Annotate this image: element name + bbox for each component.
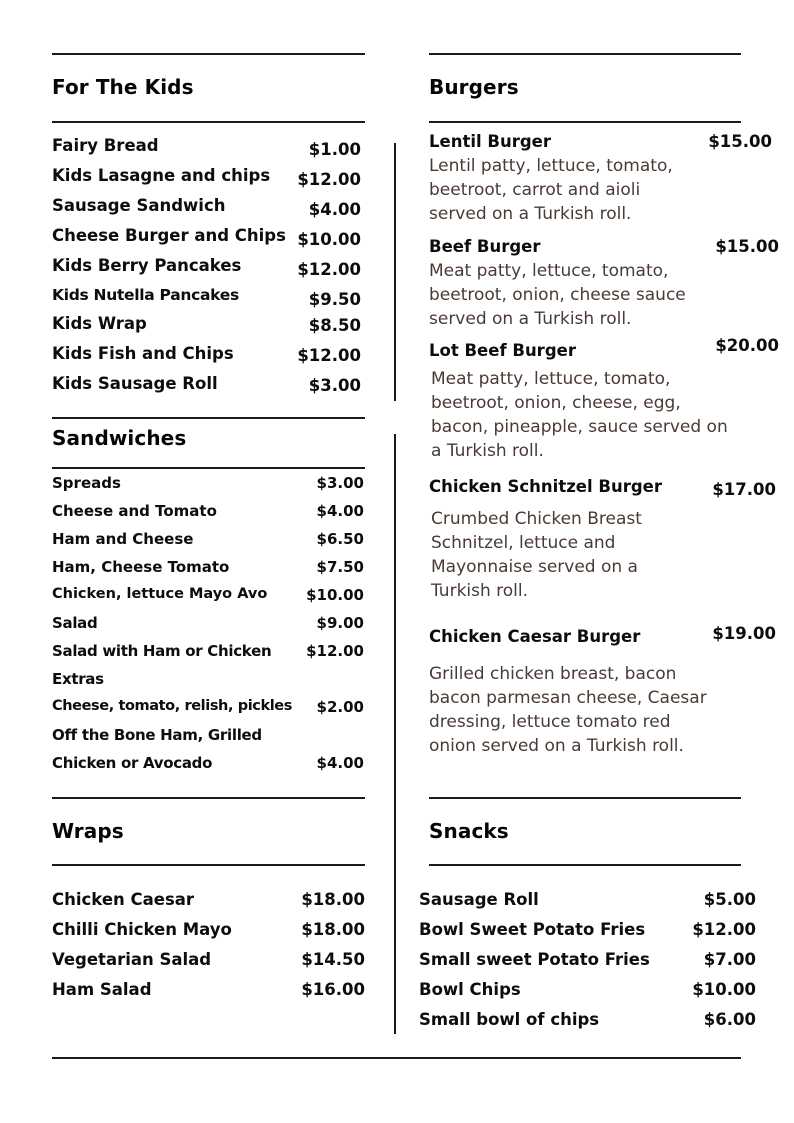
menu-item-name: Salad with Ham or Chicken — [52, 642, 272, 660]
menu-item-name: Kids Nutella Pancakes — [52, 286, 239, 304]
menu-item-price: $3.00 — [308, 376, 361, 395]
menu-item-price: $12.00 — [297, 170, 361, 189]
menu-item-name: Chilli Chicken Mayo — [52, 920, 232, 939]
menu-item-price: $18.00 — [301, 920, 365, 939]
menu-item-price: $12.00 — [297, 260, 361, 279]
menu-item-price: $7.50 — [316, 558, 364, 576]
menu-item-price: $12.00 — [306, 642, 364, 660]
burger-price: $19.00 — [712, 624, 776, 643]
menu-item-price: $7.00 — [703, 950, 756, 969]
divider — [52, 121, 365, 123]
menu-item-name: Ham, Cheese Tomato — [52, 558, 230, 576]
menu-item-name: Kids Berry Pancakes — [52, 256, 242, 275]
menu-item-price: $4.00 — [308, 200, 361, 219]
menu-item-name: Kids Wrap — [52, 314, 147, 333]
menu-item-name: Kids Sausage Roll — [52, 374, 218, 393]
menu-item-name: Kids Fish and Chips — [52, 344, 234, 363]
divider — [52, 797, 365, 799]
divider — [52, 467, 365, 469]
section-title-kids: For The Kids — [52, 75, 194, 99]
divider — [52, 53, 365, 55]
section-title-burgers: Burgers — [429, 75, 519, 99]
menu-item-name: Spreads — [52, 474, 121, 492]
menu-item-name: Small bowl of chips — [419, 1010, 600, 1029]
burger-name: Lentil Burger — [429, 132, 551, 151]
menu-item-name: Small sweet Potato Fries — [419, 950, 650, 969]
menu-item-price: $12.00 — [692, 920, 756, 939]
burger-description: Lentil patty, lettuce, tomato, beetroot, carrot and aioli served on a Turkish roll. — [429, 156, 673, 224]
divider — [52, 417, 365, 419]
menu-item-price: $2.00 — [316, 698, 364, 716]
menu-item-price: $8.50 — [308, 316, 361, 335]
burger-price: $15.00 — [708, 132, 772, 151]
section-title-sandwiches: Sandwiches — [52, 426, 187, 450]
menu-item-price: $3.00 — [316, 474, 364, 492]
menu-item-name: Chicken, lettuce Mayo Avo — [52, 586, 268, 602]
divider — [52, 1057, 741, 1059]
burger-description: Crumbed Chicken Breast Schnitzel, lettuce and Mayonnaise served on a Turkish roll. — [431, 509, 642, 601]
divider — [429, 864, 741, 866]
menu-item-price: $4.00 — [316, 502, 364, 520]
burger-description: Meat patty, lettuce, tomato, beetroot, onion, cheese sauce served on a Turkish roll. — [429, 261, 686, 329]
menu-item-name: Kids Lasagne and chips — [52, 166, 271, 185]
divider — [429, 121, 741, 123]
burger-description: Grilled chicken breast, bacon bacon parmesan cheese, Caesar dressing, lettuce tomato red onion served on a Turkish roll. — [429, 664, 707, 756]
burger-name: Beef Burger — [429, 237, 541, 256]
menu-item-price: $5.00 — [703, 890, 756, 909]
section-title-wraps: Wraps — [52, 819, 124, 843]
divider — [429, 797, 741, 799]
menu-item-price: $1.00 — [308, 140, 361, 159]
menu-item-name: Chicken Caesar — [52, 890, 195, 909]
divider — [429, 53, 741, 55]
burger-name: Chicken Schnitzel Burger — [429, 477, 662, 496]
menu-item-name: Off the Bone Ham, Grilled — [52, 726, 262, 744]
menu-item-name: Bowl Sweet Potato Fries — [419, 920, 646, 939]
burger-price: $20.00 — [715, 336, 779, 355]
menu-item-name: Cheese and Tomato — [52, 502, 217, 520]
divider — [52, 864, 365, 866]
menu-item-price: $18.00 — [301, 890, 365, 909]
menu-item-price: $14.50 — [301, 950, 365, 969]
menu-item-price: $10.00 — [692, 980, 756, 999]
menu-item-price: $9.00 — [316, 614, 364, 632]
burger-name: Chicken Caesar Burger — [429, 627, 641, 646]
menu-item-price: $4.00 — [316, 754, 364, 772]
menu-item-name: Bowl Chips — [419, 980, 521, 999]
menu-item-price: $10.00 — [297, 230, 361, 249]
column-divider — [394, 434, 396, 1034]
menu-item-name: Ham Salad — [52, 980, 152, 999]
menu-item-price: $10.00 — [306, 586, 364, 604]
menu-item-price: $6.50 — [316, 530, 364, 548]
burger-price: $15.00 — [715, 237, 779, 256]
menu-item-name: Sausage Roll — [419, 890, 539, 909]
menu-item-name: Chicken or Avocado — [52, 754, 213, 772]
burger-price: $17.00 — [712, 480, 776, 499]
menu-item-name: Cheese Burger and Chips — [52, 226, 286, 245]
menu-item-name: Extras — [52, 670, 104, 688]
menu-item-price: $16.00 — [301, 980, 365, 999]
menu-item-price: $12.00 — [297, 346, 361, 365]
menu-item-name: Vegetarian Salad — [52, 950, 212, 969]
burger-description: Meat patty, lettuce, tomato, beetroot, onion, cheese, egg, bacon, pineapple, sauce served on a Turkish roll. — [431, 369, 728, 461]
menu-item-price: $9.50 — [308, 290, 361, 309]
menu-item-price: $6.00 — [703, 1010, 756, 1029]
menu-item-name: Salad — [52, 614, 98, 632]
column-divider — [394, 143, 396, 401]
menu-item-name: Cheese, tomato, relish, pickles — [52, 698, 292, 714]
menu-item-name: Ham and Cheese — [52, 530, 194, 548]
menu-item-name: Fairy Bread — [52, 136, 159, 155]
burger-name: Lot Beef Burger — [429, 341, 576, 360]
menu-item-name: Sausage Sandwich — [52, 196, 226, 215]
section-title-snacks: Snacks — [429, 819, 509, 843]
